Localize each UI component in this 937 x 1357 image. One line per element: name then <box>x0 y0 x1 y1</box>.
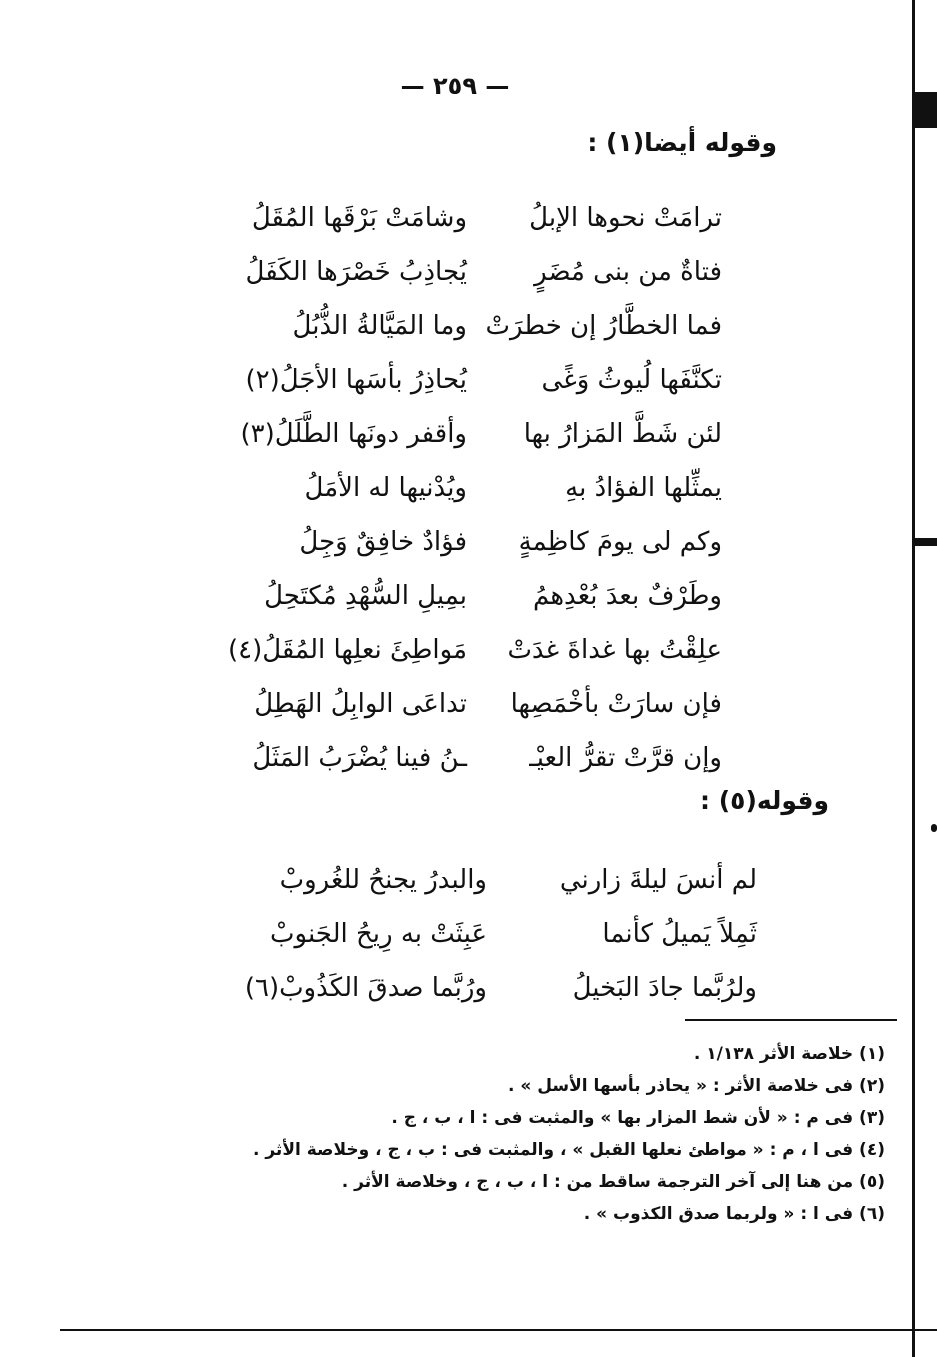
verse-first-hemistich: ترامَتْ نحوها الإبلُ <box>529 203 722 233</box>
verse <box>0 358 937 402</box>
verse <box>0 412 937 456</box>
footnote: (٤) فى ا ، م : « مواطئ نعلها القبل » ، والمثبت فى : ب ، ج ، وخلاصة الأثر . <box>252 1140 885 1160</box>
footnote: (٣) فى م : « لأن شط المزار بها » والمثبت فى : ا ، ب ، ج . <box>391 1108 885 1128</box>
verse-second-hemistich: يُحاذِرُ بأسَها الأجَلُ(٢) <box>245 365 467 395</box>
verse-first-hemistich: يمثِّلها الفؤادُ بهِ <box>565 473 722 503</box>
verse-second-hemistich: بمِيلِ السُّهْدِ مُكتَحِلُ <box>264 581 467 611</box>
verse-second-hemistich: تداعَى الوابِلُ الهَطِلُ <box>254 689 467 719</box>
verse-first-hemistich: فإن سارَتْ بأخْمَصِها <box>510 689 722 719</box>
verse-first-hemistich: ولرُبَّما جادَ البَخيلُ <box>572 973 757 1003</box>
verse <box>0 196 937 240</box>
verse-second-hemistich: عَبِثَتْ به رِيحُ الجَنوبْ <box>270 919 487 949</box>
verse-second-hemistich: مَواطِئَ نعلِها المُقَلُ(٤) <box>227 635 467 665</box>
verse-first-hemistich: وطَرْفٌ بعدَ بُعْدِهمُ <box>533 581 722 611</box>
verse-second-hemistich: فؤادٌ خافِقٌ وَجِلُ <box>299 527 467 557</box>
verse-second-hemistich: وما المَيَّالةُ الذُّبُلُ <box>292 311 467 341</box>
footnote: (٦) فى ا : « ولربما صدق الكذوب » . <box>583 1204 885 1224</box>
verse-first-hemistich: لئن شَطَّ المَزارُ بها <box>523 419 722 449</box>
page-bottom-line <box>60 1329 937 1331</box>
verse <box>0 858 937 902</box>
verse-second-hemistich: يُجاذِبُ خَصْرَها الكَفَلُ <box>245 257 467 287</box>
poem-1-heading: وقوله أيضا(١) : <box>587 128 777 157</box>
verse-second-hemistich: وأقفر دونَها الطَّلَلُ(٣) <box>240 419 467 449</box>
verse-second-hemistich: ـنُ فينا يُضْرَبُ المَثَلُ <box>252 743 467 773</box>
verse <box>0 250 937 294</box>
verse-first-hemistich: لم أنسَ ليلةَ زارني <box>559 865 757 895</box>
verse <box>0 466 937 510</box>
verse <box>0 574 937 618</box>
verse-first-hemistich: ثَمِلاً يَميلُ كأنما <box>602 919 757 949</box>
verse-second-hemistich: والبدرُ يجنحُ للغُروبْ <box>279 865 487 895</box>
verse-first-hemistich: وكم لى يومَ كاظِمةٍ <box>518 527 722 557</box>
verse-first-hemistich: فما الخطَّارُ إن خطرَتْ <box>485 311 722 341</box>
poem-2-heading: وقوله(٥) : <box>700 786 829 815</box>
footnote: (١) خلاصة الأثر ١/١٣٨ . <box>693 1044 885 1064</box>
footnote: (٢) فى خلاصة الأثر : « يحاذر بأسها الأسل » . <box>507 1076 885 1096</box>
verse <box>0 912 937 956</box>
verse-first-hemistich: فتاةٌ من بنى مُضَرٍ <box>534 257 722 287</box>
page-edge-dot <box>931 824 937 832</box>
verse <box>0 736 937 780</box>
verse-first-hemistich: علِقْتُ بها غداةَ غدَتْ <box>507 635 722 665</box>
verse-second-hemistich: ورُبَّما صدقَ الكَذُوبْ(٦) <box>244 973 487 1003</box>
page-number: — ٢٥٩ — <box>400 72 510 100</box>
page-edge-block <box>915 92 937 128</box>
footnote-separator <box>685 1019 897 1021</box>
verse <box>0 520 937 564</box>
footnote: (٥) من هنا إلى آخر الترجمة ساقط من : ا ، ب ، ج ، وخلاصة الأثر . <box>341 1172 885 1192</box>
verse-first-hemistich: تكنَّفَها لُيوثُ وَغًى <box>541 365 722 395</box>
verse <box>0 682 937 726</box>
verse <box>0 628 937 672</box>
verse-first-hemistich: وإن قرَّتْ تقرُّ العيْـ <box>529 743 722 773</box>
verse <box>0 304 937 348</box>
verse-second-hemistich: ويُدْنيها له الأمَلُ <box>304 473 467 503</box>
verse <box>0 966 937 1010</box>
verse-second-hemistich: وشامَتْ بَرْقَها المُقَلُ <box>251 203 467 233</box>
